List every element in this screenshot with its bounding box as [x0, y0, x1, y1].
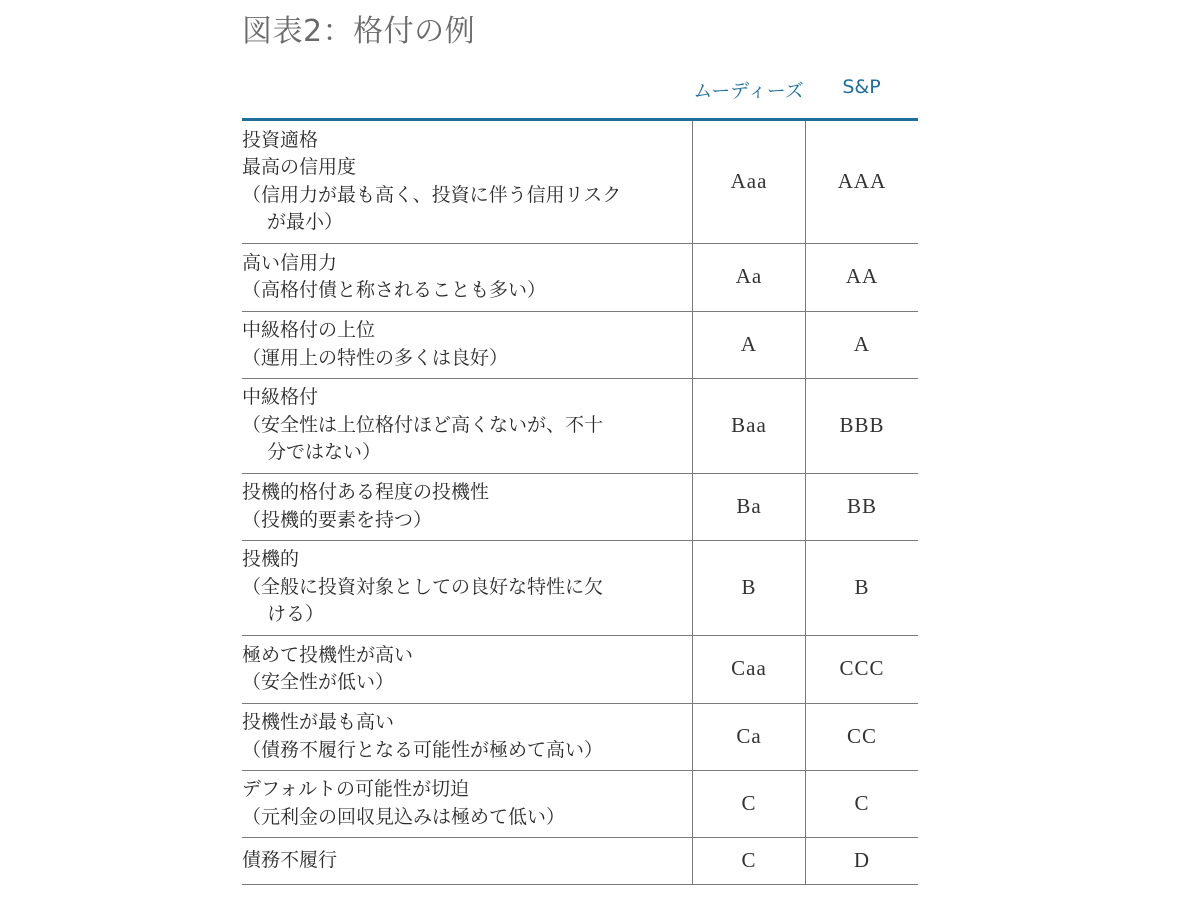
- rating-note: （債務不履行となる可能性が極めて高い）: [242, 738, 604, 761]
- column-header-moodys: ムーディーズ: [693, 80, 804, 102]
- table-row: [242, 311, 918, 378]
- rating-description: [242, 635, 693, 703]
- moodys-rating: Ba: [693, 473, 806, 540]
- sp-rating: B: [806, 540, 919, 635]
- moodys-rating: C: [693, 770, 806, 837]
- sp-rating: BB: [806, 473, 919, 540]
- rating-description: [242, 311, 693, 378]
- table-row: [242, 378, 918, 473]
- table-row: [242, 540, 918, 635]
- sp-rating: A: [806, 311, 919, 378]
- sp-rating: D: [806, 837, 919, 884]
- rating-description: [242, 243, 693, 311]
- rating-description: [242, 770, 693, 837]
- table-row: [242, 770, 918, 837]
- table-row: [242, 473, 918, 540]
- sp-rating: C: [806, 770, 919, 837]
- moodys-rating: B: [693, 540, 806, 635]
- table-row: [242, 837, 918, 884]
- rating-category: 中級格付: [242, 386, 319, 409]
- sp-rating: BBB: [806, 378, 919, 473]
- figure-title: 図表2：格付の例: [242, 14, 476, 49]
- rating-note: 分ではない）: [267, 441, 382, 464]
- rating-note: （運用上の特性の多くは良好）: [242, 346, 509, 369]
- moodys-rating: Baa: [693, 378, 806, 473]
- rating-description: [242, 121, 693, 243]
- rating-category: 投資適格: [242, 128, 319, 151]
- rating-note: （安全性は上位格付ほど高くないが、不十: [242, 413, 604, 436]
- rating-category: 投機的: [242, 548, 300, 571]
- moodys-rating: C: [693, 837, 806, 884]
- rating-category: 投機的格付ある程度の投機性: [242, 481, 490, 503]
- rating-description: [242, 540, 693, 635]
- table-row: [242, 635, 918, 703]
- rating-note: （元利金の回収見込みは極めて低い）: [242, 805, 566, 828]
- moodys-rating: Ca: [693, 703, 806, 770]
- table-row: [242, 703, 918, 770]
- sp-rating: CCC: [806, 635, 919, 703]
- rating-note: （投機的要素を持つ）: [242, 508, 433, 531]
- moodys-rating: Aaa: [693, 121, 806, 243]
- column-header-sp: S&P: [842, 76, 881, 98]
- moodys-rating: A: [693, 311, 806, 378]
- moodys-rating: Aa: [693, 243, 806, 311]
- rating-note: が最小）: [267, 211, 344, 234]
- rating-category: 中級格付の上位: [242, 319, 376, 341]
- rating-category: 債務不履行: [242, 848, 338, 871]
- rating-note: （全般に投資対象としての良好な特性に欠: [242, 575, 604, 598]
- rating-note: （安全性が低い）: [242, 671, 395, 693]
- rating-description: [242, 837, 693, 884]
- rating-note: （信用力が最も高く、投資に伴う信用リスク: [242, 183, 622, 206]
- rating-description: [242, 703, 693, 770]
- moodys-rating: Caa: [693, 635, 806, 703]
- rating-category: 高い信用力: [242, 251, 338, 274]
- rating-table: [242, 121, 918, 885]
- table-row: [242, 121, 918, 243]
- rating-description: [242, 378, 693, 473]
- rating-category: デフォルトの可能性が切迫: [242, 778, 470, 800]
- rating-note: 最高の信用度: [242, 156, 357, 179]
- sp-rating: CC: [806, 703, 919, 770]
- rating-note: ける）: [267, 603, 325, 626]
- rating-category: 極めて投機性が高い: [242, 643, 414, 666]
- rating-description: [242, 473, 693, 540]
- table-row: [242, 243, 918, 311]
- sp-rating: AA: [806, 243, 919, 311]
- sp-rating: AAA: [806, 121, 919, 243]
- rating-category: 投機性が最も高い: [242, 711, 395, 733]
- rating-note: （高格付債と称されることも多い）: [242, 279, 547, 301]
